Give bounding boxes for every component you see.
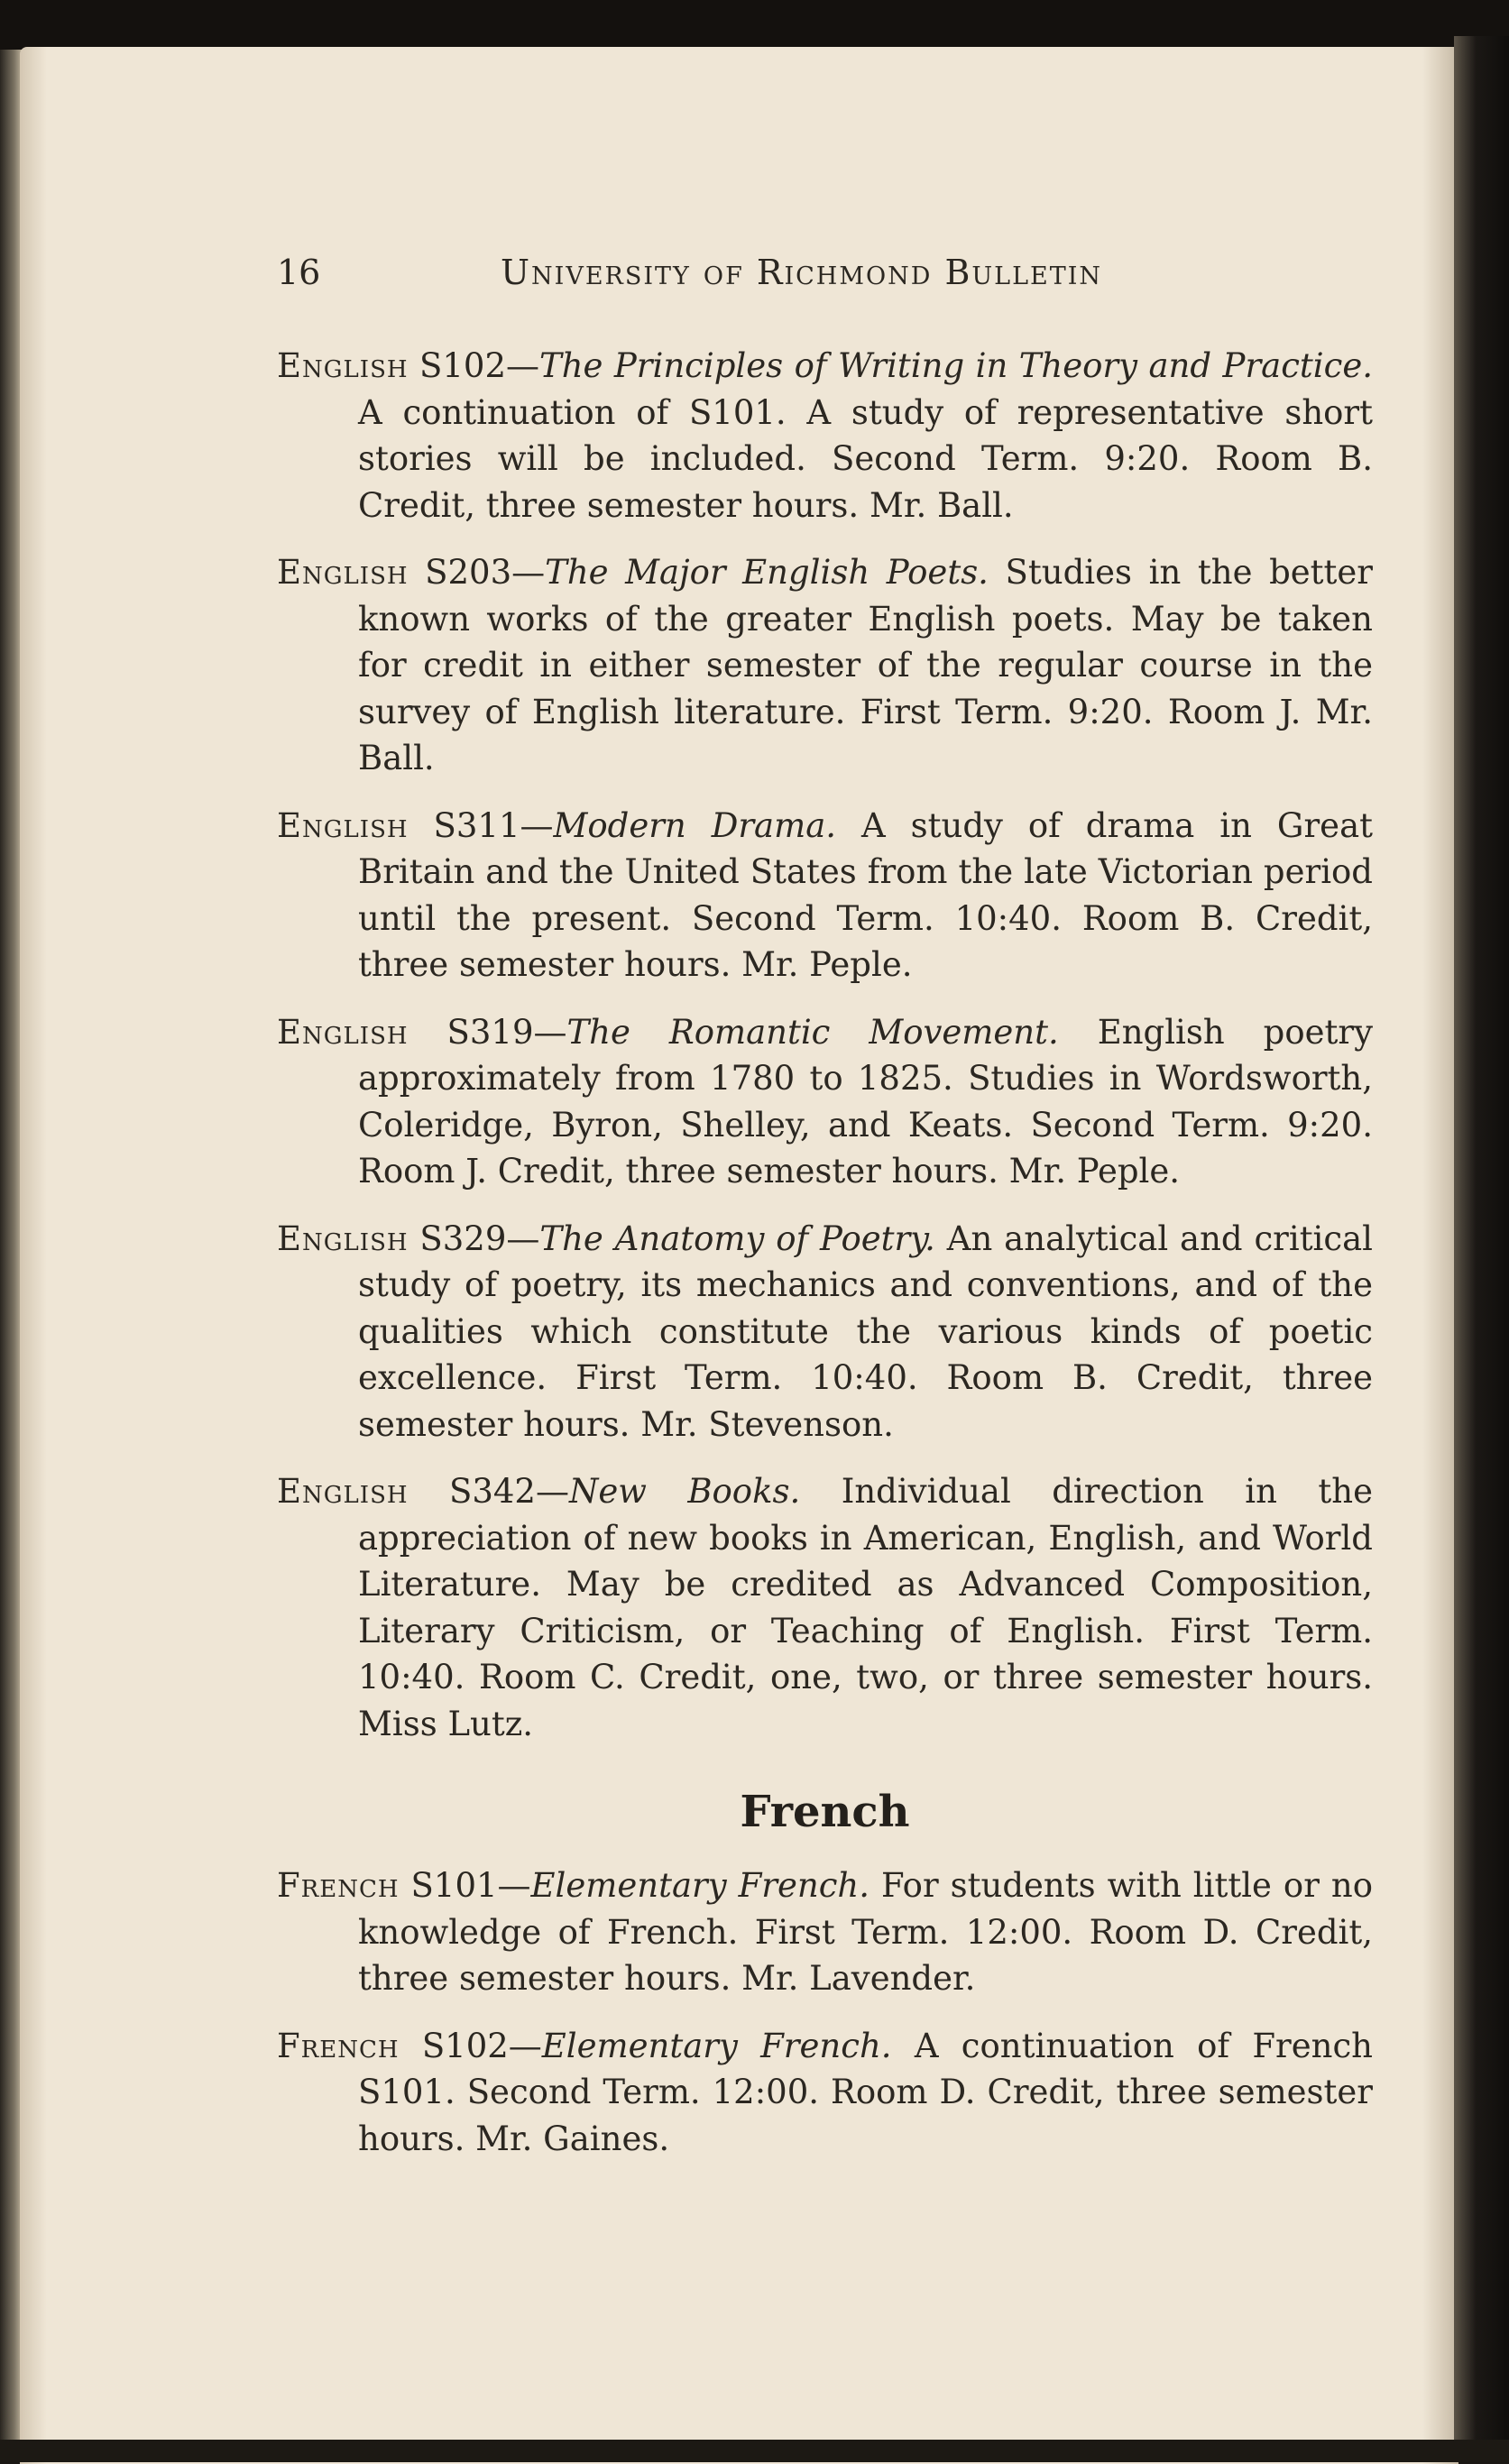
course-entry-english-s203	[277, 549, 1373, 782]
course-code: S311—	[408, 805, 554, 845]
course-title: The Romantic Movement.	[566, 1012, 1059, 1052]
course-entry-english-s319	[277, 1009, 1373, 1195]
course-title: Elementary French.	[541, 2026, 892, 2065]
section-heading-french: French	[740, 1787, 910, 1837]
course-dept: English	[277, 1012, 409, 1052]
course-entry-english-s342	[277, 1468, 1373, 1747]
course-description: For students with little or no knowledge of French. First Term. 12:00. Room D. Credit, three semester hours. Mr. Lavender.	[358, 1866, 1374, 1998]
course-dept: English	[277, 805, 409, 845]
course-description: A continuation of S101. A study of representative short stories will be included. Second Term. 9:20. Room B. Credit, three semester hours. Mr. Ball.	[358, 392, 1373, 525]
course-code: S102—	[408, 346, 540, 385]
journal-title: University of Richmond Bulletin	[501, 253, 1103, 292]
course-code: S102—	[399, 2026, 542, 2065]
course-entry-english-s311	[277, 803, 1373, 988]
course-dept: English	[277, 553, 409, 592]
course-title: The Major English Poets.	[545, 553, 989, 592]
course-code: S342—	[408, 1472, 569, 1511]
course-dept: French	[277, 1866, 400, 1905]
course-description: A study of drama in Great Britain and the United States from the late Victorian period until the present. Second Term. 10:40. Room B. Credit, three semester hours. Mr. Peple.	[358, 805, 1373, 984]
course-description: An analytical and critical study of poetry, its mechanics and conventions, and of the qualities which constitute the various kinds of poetic excellence. First Term. 10:40. Room B. Credit, three semester hours. Mr. Stevenson.	[358, 1218, 1374, 1444]
course-dept: English	[277, 346, 409, 385]
course-title: Elementary French.	[530, 1866, 870, 1905]
course-code: S203—	[408, 553, 546, 592]
course-dept: English	[277, 1218, 409, 1258]
course-title: The Anatomy of Poetry.	[539, 1218, 935, 1258]
course-entry-french-s101	[277, 1862, 1373, 2002]
course-title: The Principles of Writing in Theory and Practice.	[539, 346, 1373, 385]
course-description: A continuation of French S101. Second Term. 12:00. Room D. Credit, three semester hours. Mr. Gaines.	[358, 2026, 1374, 2158]
course-title: New Books.	[568, 1472, 801, 1511]
running-head	[277, 253, 1373, 303]
course-code: S319—	[408, 1012, 567, 1052]
course-description: Individual direction in the appreciation of new books in American, English, and World Literature. May be credited as Advanced Composition, Literary Criticism, or Teaching of English. First Term. 10:40. Room C. Credit, one, two, or three semester hours. Miss Lutz.	[358, 1472, 1373, 1743]
scan-bottom-border	[0, 2440, 1509, 2462]
course-entry-english-s102	[277, 343, 1373, 529]
course-description: Studies in the better known works of the greater English poets. May be taken for credit in either semester of the regular course in the survey of English literature. First Term. 9:20. Room J. Mr. Ball.	[358, 553, 1373, 777]
course-dept: English	[277, 1472, 409, 1511]
course-dept: French	[277, 2026, 400, 2065]
course-code: S329—	[408, 1218, 540, 1258]
course-title: Modern Drama.	[553, 805, 837, 845]
course-description: English poetry approximately from 1780 to 1825. Studies in Wordsworth, Coleridge, Byron, Shelley, and Keats. Second Term. 9:20. Room J. Credit, three semester hours. Mr. Peple.	[358, 1012, 1373, 1191]
course-entry-french-s102	[277, 2023, 1373, 2163]
course-entry-english-s329	[277, 1216, 1373, 1448]
book-spine-shadow	[1454, 36, 1509, 2462]
course-code: S101—	[399, 1866, 531, 1905]
scan-top-border	[0, 0, 1509, 50]
page-number: 16	[277, 253, 321, 292]
course-listing	[277, 343, 1373, 2183]
